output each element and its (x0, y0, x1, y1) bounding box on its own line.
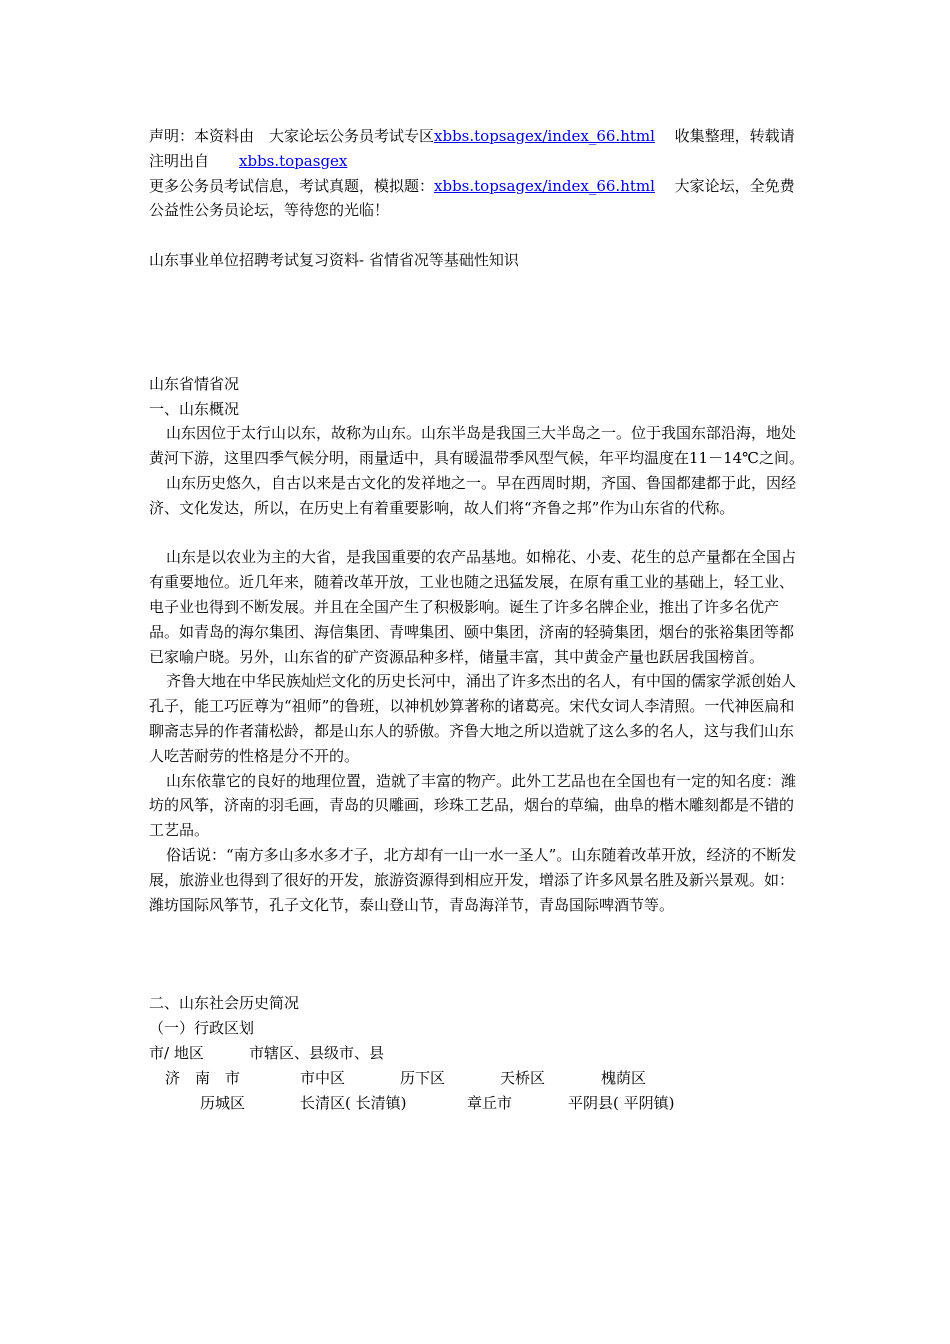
column-header: 市辖区、县级市、县 (249, 1043, 385, 1062)
disclaimer-line-1 (149, 124, 805, 174)
paragraph: 山东历史悠久，自古以来是古文化的发祥地之一。早在西周时期，齐国、鲁国都建都于此，因经济、文化发达，所以，在历史上有着重要影响，故人们将“齐鲁之邦”作为山东省的代称。 (149, 473, 797, 517)
part2-subheading: （一）行政区划 (149, 1019, 255, 1038)
disclaimer-line-2 (149, 174, 805, 224)
district: 章丘市 (467, 1093, 513, 1112)
site-link[interactable]: xbbs.topasgex (239, 151, 348, 170)
disclaimer-text: 声明：本资料由 大家论坛公务员考试专区 (149, 127, 435, 145)
promo-text-2: 大家论坛，全免费公益性公务员论坛，等待您的光临！ (149, 176, 795, 220)
promo-text: 更多公务员考试信息，考试真题，模拟题： (149, 176, 435, 195)
column-header: 市/ 地区 (149, 1043, 204, 1062)
district: 天桥区 (500, 1068, 546, 1087)
paragraph: 山东因位于太行山以东，故称为山东。山东半岛是我国三大半岛之一。位于我国东部沿海，地处黄河下游，这里四季气候分明，雨量适中，具有暖温带季风型气候，年平均温度在11－14℃之间。 (149, 424, 804, 468)
city-name: 济 南 市 (165, 1068, 241, 1087)
district: 历下区 (400, 1068, 446, 1087)
forum-link[interactable]: xbbs.topsagex/index_66.html (434, 127, 655, 145)
division-row (149, 1066, 805, 1091)
division-table-header (149, 1041, 805, 1066)
disclaimer-text-2: 收集整理，转载请注明出自 (149, 127, 795, 170)
paragraph: 山东是以农业为主的大省，是我国重要的农产品基地。如棉花、小麦、花生的总产量都在全国占有重要地位。近几年来，随着改革开放，工业也随之迅猛发展，在原有重工业的基础上，轻工业、电子业也得到不断发展。并且在全国产生了积极影响。诞生了许多名牌企业，推出了许多名优产品。如青岛的海尔集团、海信集团、青啤集团、颐中集团，济南的轻骑集团，烟台的张裕集团等都已家喻户晓。另外，山东省的矿产资源品种多样，储量丰富，其中黄金产量也跃居我国榜首。 (149, 548, 797, 666)
exam-link[interactable]: xbbs.topsagex/index_66.html (434, 176, 655, 195)
paragraph: 俗话说：“南方多山多水多才子，北方却有一山一水一圣人”。山东随着改革开放，经济的不断发展，旅游业也得到了很好的开发，旅游资源得到相应开发，增添了许多风景名胜及新兴景观。如：潍坊国际风筝节，孔子文化节，泰山登山节，青岛海洋节，青岛国际啤酒节等。 (149, 845, 797, 914)
section-title: 山东省情省况 (149, 374, 240, 393)
part1-heading: 一、山东概况 (149, 399, 240, 418)
paragraph: 山东依靠它的良好的地理位置，造就了丰富的物产。此外工艺品也在全国也有一定的知名度：潍坊的风筝，济南的羽毛画，青岛的贝雕画，珍珠工艺品，烟台的草编，曲阜的楷木雕刻都是不错的工艺品。 (149, 771, 797, 840)
division-row (149, 1091, 805, 1116)
district: 历城区 (200, 1093, 246, 1112)
district: 长清区( 长清镇) (300, 1093, 407, 1112)
paragraph: 齐鲁大地在中华民族灿烂文化的历史长河中，涌出了许多杰出的名人，有中国的儒家学派创始人孔子，能工巧匠尊为“祖师”的鲁班，以神机妙算著称的诸葛亮。宋代女词人李清照。一代神医扁和聊斋志异的作者蒲松龄，都是山东人的骄傲。齐鲁大地之所以造就了这么多的名人，这与我们山东人吃苦耐劳的性格是分不开的。 (149, 672, 797, 765)
district: 槐荫区 (601, 1068, 647, 1087)
district: 平阴县( 平阴镇) (568, 1093, 675, 1112)
district: 市中区 (300, 1068, 346, 1087)
document-title: 山东事业单位招聘考试复习资料- 省情省况等基础性知识 (149, 250, 519, 269)
part2-heading: 二、山东社会历史简况 (149, 994, 300, 1013)
document-page (149, 124, 805, 1115)
